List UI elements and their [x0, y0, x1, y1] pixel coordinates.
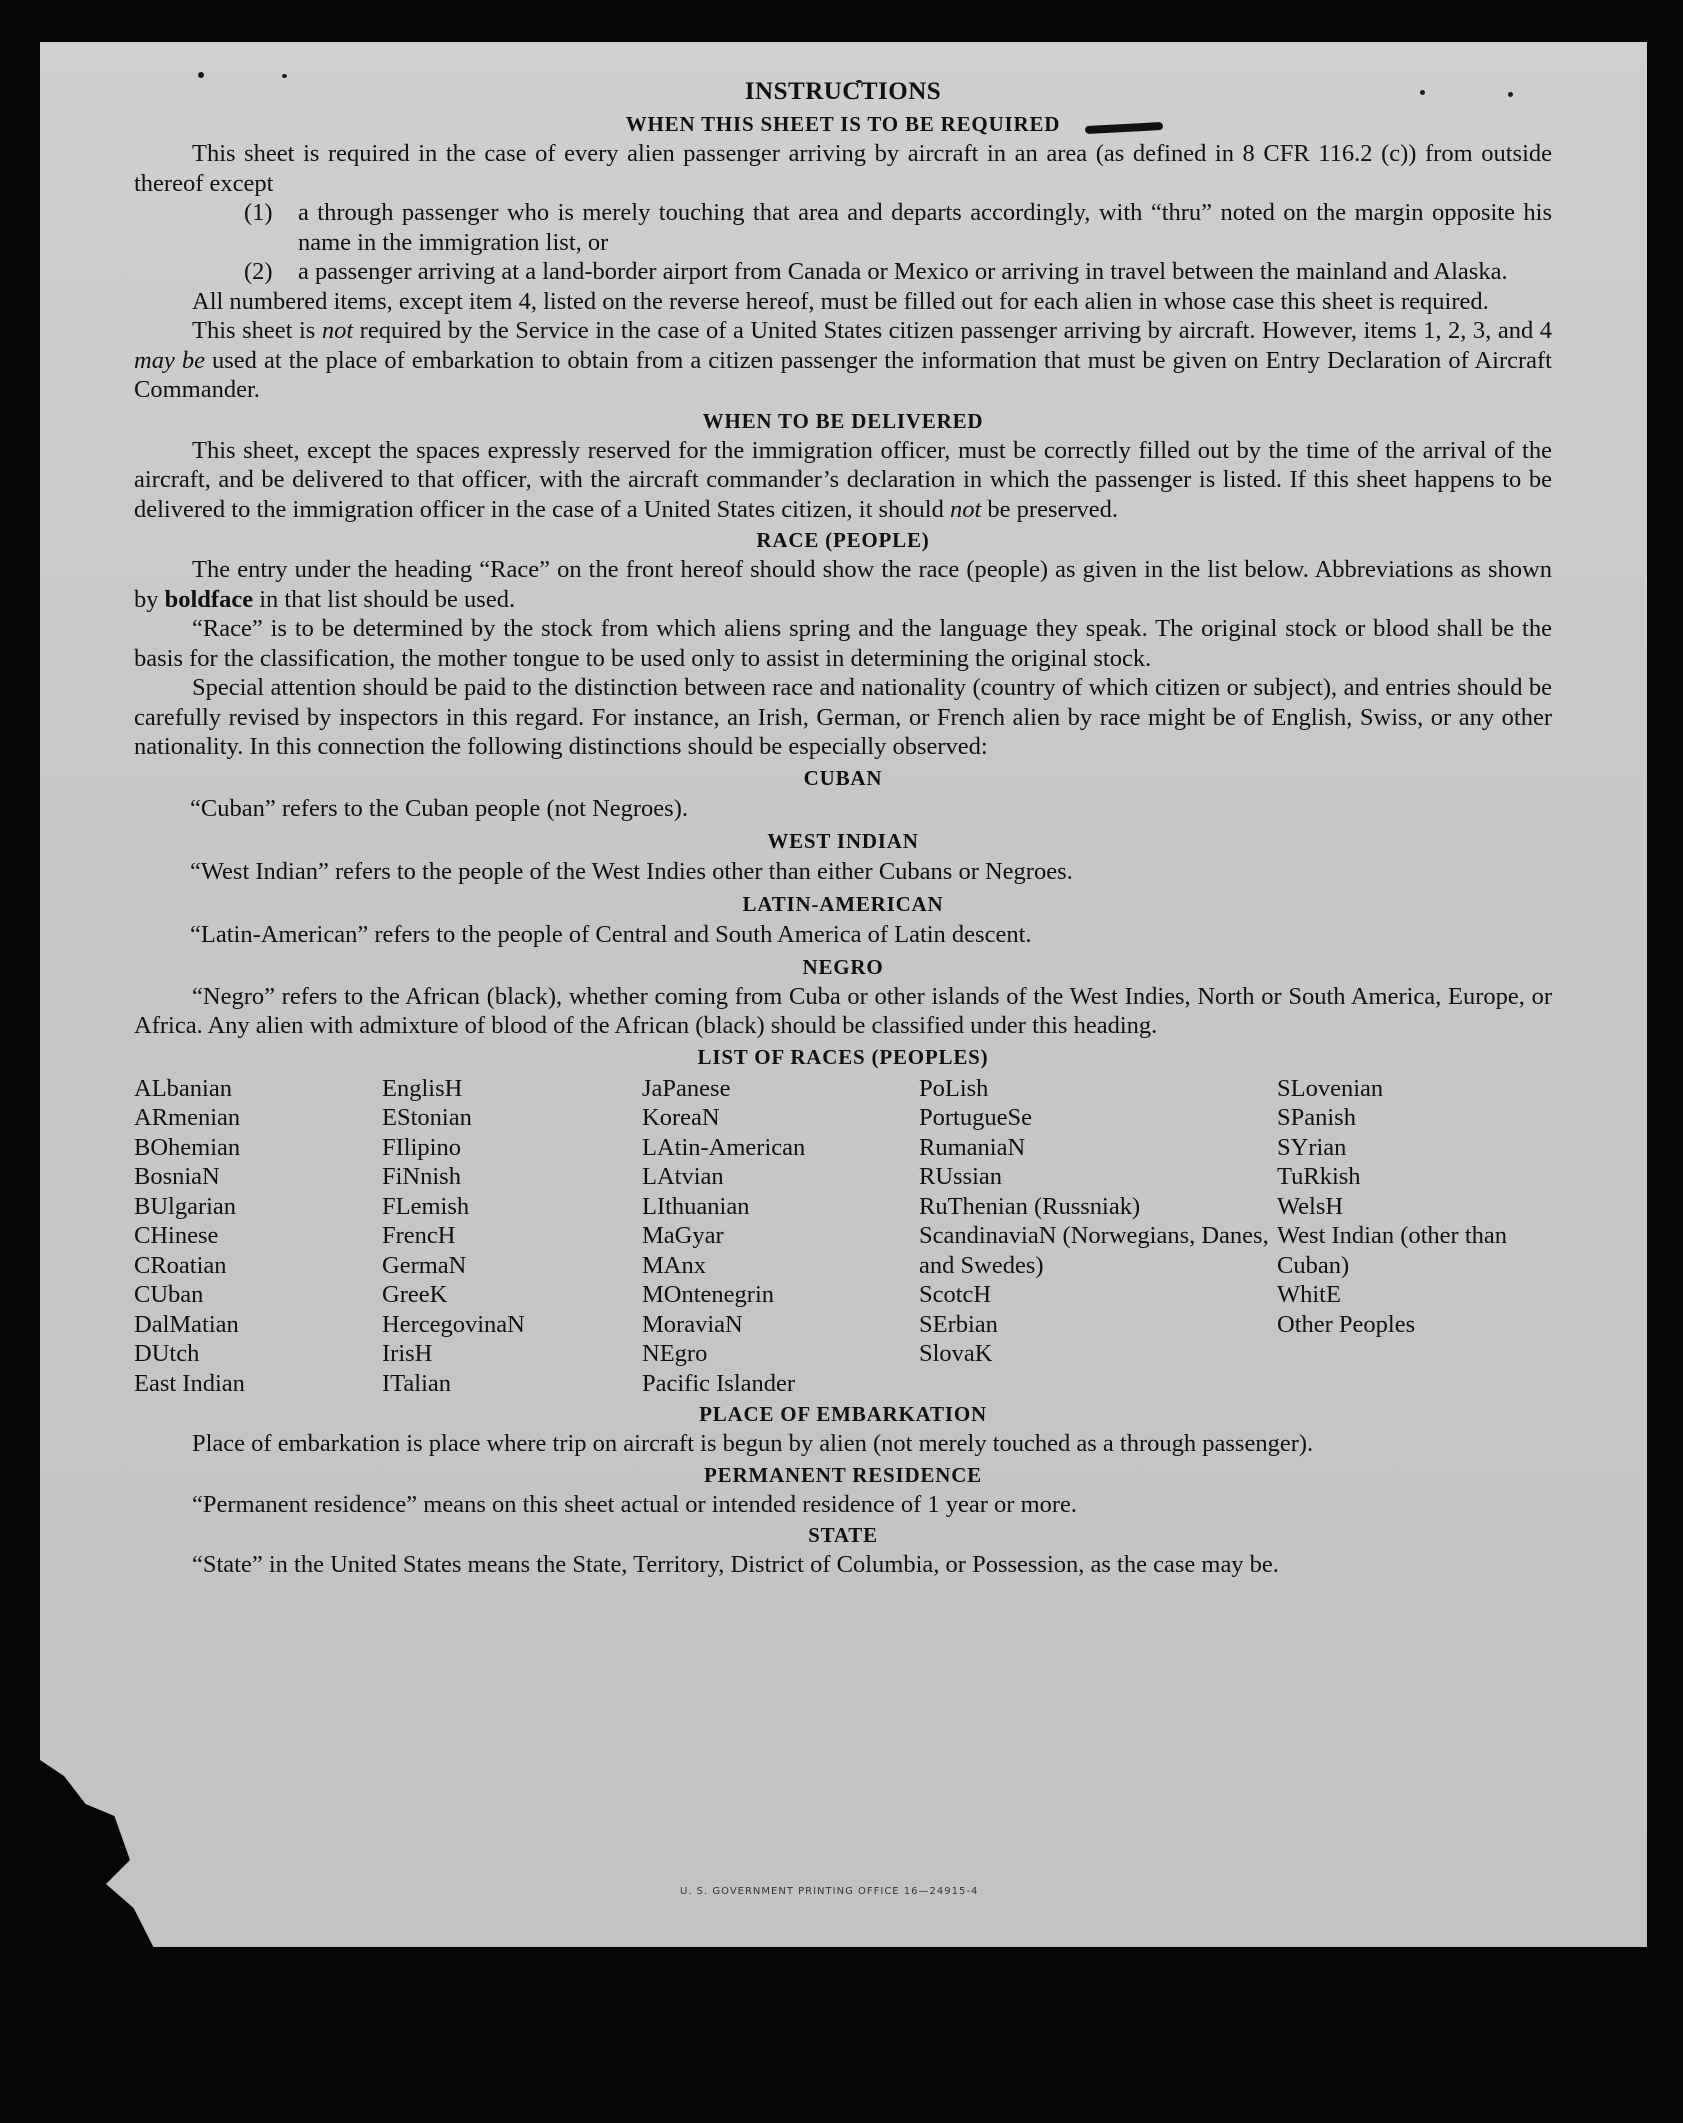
race-item: PortugueSe — [919, 1104, 1032, 1131]
instructions-content — [134, 78, 1552, 1580]
section-heading: CUBAN — [803, 765, 883, 790]
race-item: EStonian — [382, 1104, 472, 1131]
race-item: DalMatian — [134, 1310, 239, 1338]
race-column — [134, 1074, 382, 1399]
race-item: MOntenegrin — [642, 1281, 774, 1308]
section-heading: PERMANENT RESIDENCE — [704, 1462, 982, 1487]
race-item: CHinese — [134, 1222, 219, 1249]
race-item: FrencH — [382, 1222, 456, 1249]
race-item: BOhemian — [134, 1133, 241, 1161]
race-item: LAtin-American — [642, 1133, 806, 1161]
race-item: West Indian (other than Cuban) — [1277, 1222, 1508, 1279]
race-item: TuRkish — [1277, 1163, 1361, 1190]
race-list — [134, 1074, 1552, 1399]
race-item: BUlgarian — [134, 1192, 237, 1220]
race-item: ITalian — [382, 1369, 452, 1397]
paragraph: All numbered items, except item 4, listed on the reverse hereof, must be filled out for each alien in whose case this sheet is required. — [192, 287, 1489, 315]
race-item: MaGyar — [642, 1222, 724, 1249]
race-item: IrisH — [382, 1340, 433, 1367]
race-item: SErbian — [919, 1310, 998, 1338]
race-item: BosniaN — [134, 1163, 220, 1190]
definition-text: “Latin-American” refers to the people of Central and South America of Latin descent. — [190, 920, 1032, 948]
race-item: SlovaK — [919, 1340, 993, 1367]
item-number: (1) — [244, 199, 273, 226]
printer-imprint: U. S. GOVERNMENT PRINTING OFFICE 16—24915-4 — [680, 1886, 979, 1897]
race-column — [1277, 1074, 1552, 1399]
paragraph: Special attention should be paid to the distinction between race and nationality (country of which citizen or subject), and entries should be carefully revised by inspectors in this regard. For instance, an Irish, German, or French alien by race might be of English, Swiss, or any other nationality. In this connection the following distinctions should be especially observed: — [134, 674, 1552, 760]
section-heading: WHEN TO BE DELIVERED — [702, 408, 984, 433]
race-item: ALbanian — [134, 1074, 232, 1102]
item-text: a through passenger who is merely touching that area and departs accordingly, with “thru” noted on the margin opposite his name in the immigration list, or — [298, 199, 1552, 256]
race-item: HercegovinaN — [382, 1310, 525, 1338]
race-item: GreeK — [382, 1281, 448, 1308]
race-item: RuThenian (Russniak) — [919, 1192, 1141, 1220]
paragraph: This sheet is not required by the Service in the case of a United States citizen passenger arriving by aircraft. However, items 1, 2, 3, and 4 may be used at the place of embarkation to obtain from a citizen passenger the information that must be given on Entry Declaration of Aircraft Commander. — [134, 317, 1552, 403]
race-column — [382, 1074, 642, 1399]
race-item: Other Peoples — [1277, 1310, 1416, 1338]
race-item: RumaniaN — [919, 1133, 1026, 1161]
race-item: ARmenian — [134, 1104, 241, 1131]
paragraph: This sheet, except the spaces expressly reserved for the immigration officer, must be correctly filled out by the time of the arrival of the aircraft, and be delivered to that officer, with the aircraft commander’s declaration in which the passenger is listed. If this sheet happens to be delivered to the immigration officer in the case of a United States citizen, it should not be preserved. — [134, 436, 1552, 523]
item-text: a passenger arriving at a land-border airport from Canada or Mexico or arriving in travel between the mainland and Alaska. — [298, 258, 1508, 285]
race-item: Pacific Islander — [642, 1369, 796, 1397]
page-title: INSTRUCTIONS — [744, 78, 942, 105]
race-item: SYrian — [1277, 1133, 1347, 1161]
race-item: WhitE — [1277, 1281, 1341, 1308]
section-heading: NEGRO — [802, 954, 884, 979]
race-item: CRoatian — [134, 1251, 227, 1279]
race-column — [642, 1074, 919, 1399]
race-item: JaPanese — [642, 1074, 731, 1102]
definition-text: “West Indian” refers to the people of the West Indies other than either Cubans or Negroes. — [190, 857, 1073, 885]
race-item: EnglisH — [382, 1074, 463, 1102]
section-heading: LATIN-AMERICAN — [742, 891, 944, 916]
race-item: ScotcH — [919, 1281, 992, 1308]
race-item: GermaN — [382, 1251, 467, 1279]
race-item: SLovenian — [1277, 1074, 1384, 1102]
numbered-item — [244, 257, 1552, 287]
paragraph: The entry under the heading “Race” on the front hereof should show the race (people) as given in the list below. Abbreviations as shown by boldface in that list should be used. — [134, 556, 1552, 613]
race-item: NEgro — [642, 1340, 708, 1367]
section-heading: WEST INDIAN — [767, 828, 919, 853]
race-item: KoreaN — [642, 1104, 720, 1131]
section-heading: WHEN THIS SHEET IS TO BE REQUIRED — [625, 112, 1061, 136]
paragraph: Place of embarkation is place where trip on aircraft is begun by alien (not merely touched as a through passenger). — [192, 1430, 1314, 1457]
paragraph: “Permanent residence” means on this sheet actual or intended residence of 1 year or more. — [192, 1490, 1078, 1518]
race-item: SPanish — [1277, 1104, 1356, 1131]
definition-text: “Cuban” refers to the Cuban people (not Negroes). — [190, 794, 688, 822]
race-item: WelsH — [1277, 1192, 1344, 1220]
race-column — [919, 1074, 1277, 1399]
paragraph: This sheet is required in the case of every alien passenger arriving by aircraft in an area (as defined in 8 CFR 116.2 (c)) from outside thereof except — [134, 140, 1552, 197]
race-item: DUtch — [134, 1340, 200, 1367]
section-heading: PLACE OF EMBARKATION — [699, 1402, 987, 1426]
paragraph: “Negro” refers to the African (black), whether coming from Cuba or other islands of the West Indies, North or South America, Europe, or Africa. Any alien with admixture of blood of the African (black) should be classified under this heading. — [134, 982, 1552, 1039]
race-item: MAnx — [642, 1251, 706, 1279]
race-item: FIlipino — [382, 1133, 461, 1161]
race-item: CUban — [134, 1281, 204, 1308]
race-item: East Indian — [134, 1369, 245, 1397]
item-number: (2) — [244, 258, 273, 285]
section-heading: RACE (PEOPLE) — [756, 528, 930, 552]
race-item: FLemish — [382, 1192, 470, 1220]
section-heading: LIST OF RACES (PEOPLES) — [697, 1044, 989, 1069]
race-item: MoraviaN — [642, 1310, 743, 1338]
race-item: RUssian — [919, 1163, 1003, 1190]
section-heading: STATE — [808, 1523, 878, 1547]
paragraph: “Race” is to be determined by the stock from which aliens spring and the language they speak. The original stock or blood shall be the basis for the classification, the mother tongue to be used only to assist in determining the original stock. — [134, 615, 1552, 672]
numbered-item — [244, 198, 1552, 257]
race-item: FiNnish — [382, 1163, 461, 1190]
race-item: LAtvian — [642, 1163, 724, 1190]
paragraph: “State” in the United States means the State, Territory, District of Columbia, or Possession, as the case may be. — [192, 1551, 1279, 1578]
race-item: LIthuanian — [642, 1192, 750, 1220]
race-item: ScandinaviaN (Norwegians, Danes, and Swedes) — [919, 1222, 1269, 1279]
race-item: PoLish — [919, 1074, 989, 1102]
